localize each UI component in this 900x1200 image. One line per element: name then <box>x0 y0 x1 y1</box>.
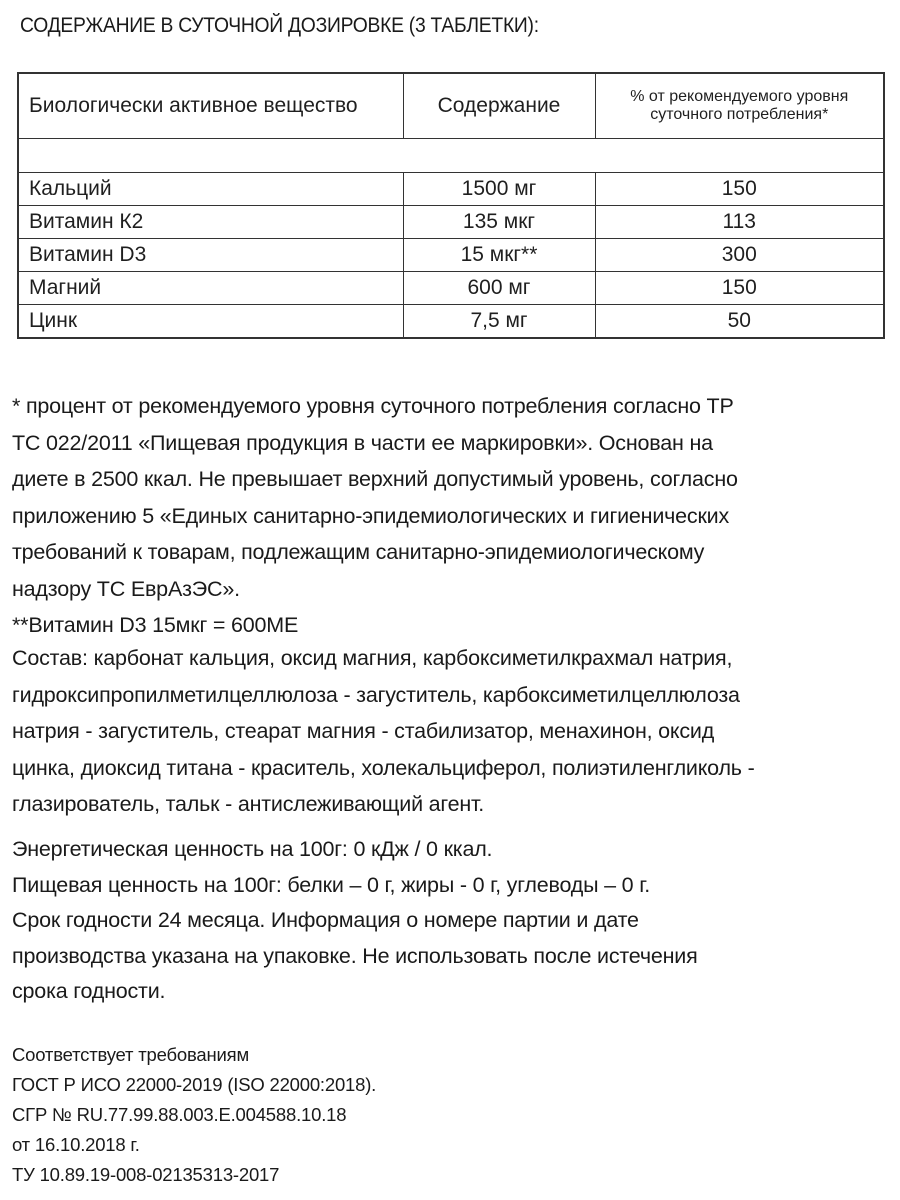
cell-amount: 135 мкг <box>403 206 595 239</box>
cell-percent: 300 <box>595 239 884 272</box>
cell-name: Магний <box>18 272 403 305</box>
shelf-life-line: производства указана на упаковке. Не использовать после истечения <box>12 943 698 968</box>
nutrition-line: Пищевая ценность на 100г: белки – 0 г, жиры - 0 г, углеводы – 0 г. <box>12 872 650 897</box>
footnote-line: * процент от рекомендуемого уровня суточного потребления согласно ТР <box>12 394 734 418</box>
footnote-line: приложению 5 «Единых санитарно-эпидемиологических и гигиенических <box>12 503 730 528</box>
shelf-life-line: Срок годности 24 месяца. Информация о номере партии и дате <box>12 908 639 932</box>
cert-tu-number: ТУ 10.89.19-008-02135313-2017 <box>12 1164 280 1185</box>
certification <box>12 1040 892 1190</box>
cell-percent: 150 <box>595 272 884 305</box>
footnote-line: ТС 022/2011 «Пищевая продукция в части ее маркировки». Основан на <box>12 430 713 455</box>
header-percent-line2: суточного потребления* <box>650 106 829 123</box>
composition-line: цинка, диоксид титана - краситель, холекальциферол, полиэтиленгликоль - <box>12 755 755 780</box>
cell-name: Витамин D3 <box>18 239 403 272</box>
header-content: Содержание <box>403 73 595 139</box>
cell-percent: 50 <box>595 305 884 339</box>
footnotes <box>12 388 892 644</box>
table-row <box>18 305 884 339</box>
footnote-line: надзору ТС ЕврАзЭС». <box>12 576 240 601</box>
composition-line: глазирователь, тальк - антислеживающий агент. <box>12 792 485 816</box>
header-percent-line1: % от рекомендуемого уровня <box>630 88 849 105</box>
cell-amount: 15 мкг** <box>403 239 595 272</box>
table-row <box>18 239 884 272</box>
nutrition-table <box>17 72 885 339</box>
section-title: СОДЕРЖАНИЕ В СУТОЧНОЙ ДОЗИРОВКЕ (3 ТАБЛЕТКИ): <box>20 14 539 37</box>
composition-line: Состав: карбонат кальция, оксид магния, карбоксиметилкрахмал натрия, <box>12 646 733 670</box>
cell-percent: 150 <box>595 173 884 206</box>
table-header-row <box>18 73 884 139</box>
composition-line: натрия - загуститель, стеарат магния - стабилизатор, менахинон, оксид <box>12 719 715 743</box>
cell-amount: 600 мг <box>403 272 595 305</box>
cell-name: Витамин К2 <box>18 206 403 239</box>
cell-amount: 1500 мг <box>403 173 595 206</box>
footnote-line: диете в 2500 ккал. Не превышает верхний допустимый уровень, согласно <box>12 467 738 491</box>
cell-name: Цинк <box>18 305 403 339</box>
cert-date: от 16.10.2018 г. <box>12 1134 140 1155</box>
header-percent <box>595 73 884 139</box>
shelf-life-line: срока годности. <box>12 979 166 1003</box>
table-row <box>18 173 884 206</box>
cert-registration-number: СГР № RU.77.99.88.003.Е.004588.10.18 <box>12 1104 347 1125</box>
cert-standard: ГОСТ Р ИСО 22000-2019 (ISO 22000:2018). <box>12 1074 377 1095</box>
header-substance: Биологически активное вещество <box>18 73 403 139</box>
table-row <box>18 206 884 239</box>
cert-line: Соответствует требованиям <box>12 1044 249 1065</box>
table-row <box>18 272 884 305</box>
composition <box>12 640 892 823</box>
cell-amount: 7,5 мг <box>403 305 595 339</box>
footnote-vitamin-d3: **Витамин D3 15мкг = 600МЕ <box>12 613 299 637</box>
composition-line: гидроксипропилметилцеллюлоза - загуститель, карбоксиметилцеллюлоза <box>12 682 740 707</box>
cell-percent: 113 <box>595 206 884 239</box>
footnote-line: требований к товарам, подлежащим санитарно-эпидемиологическому <box>12 540 705 564</box>
empty-row <box>18 139 884 173</box>
energy-line: Энергетическая ценность на 100г: 0 кДж / 0 ккал. <box>12 837 493 861</box>
energy-and-shelf-life <box>12 832 892 1010</box>
cell-name: Кальций <box>18 173 403 206</box>
empty-cell <box>18 139 884 173</box>
